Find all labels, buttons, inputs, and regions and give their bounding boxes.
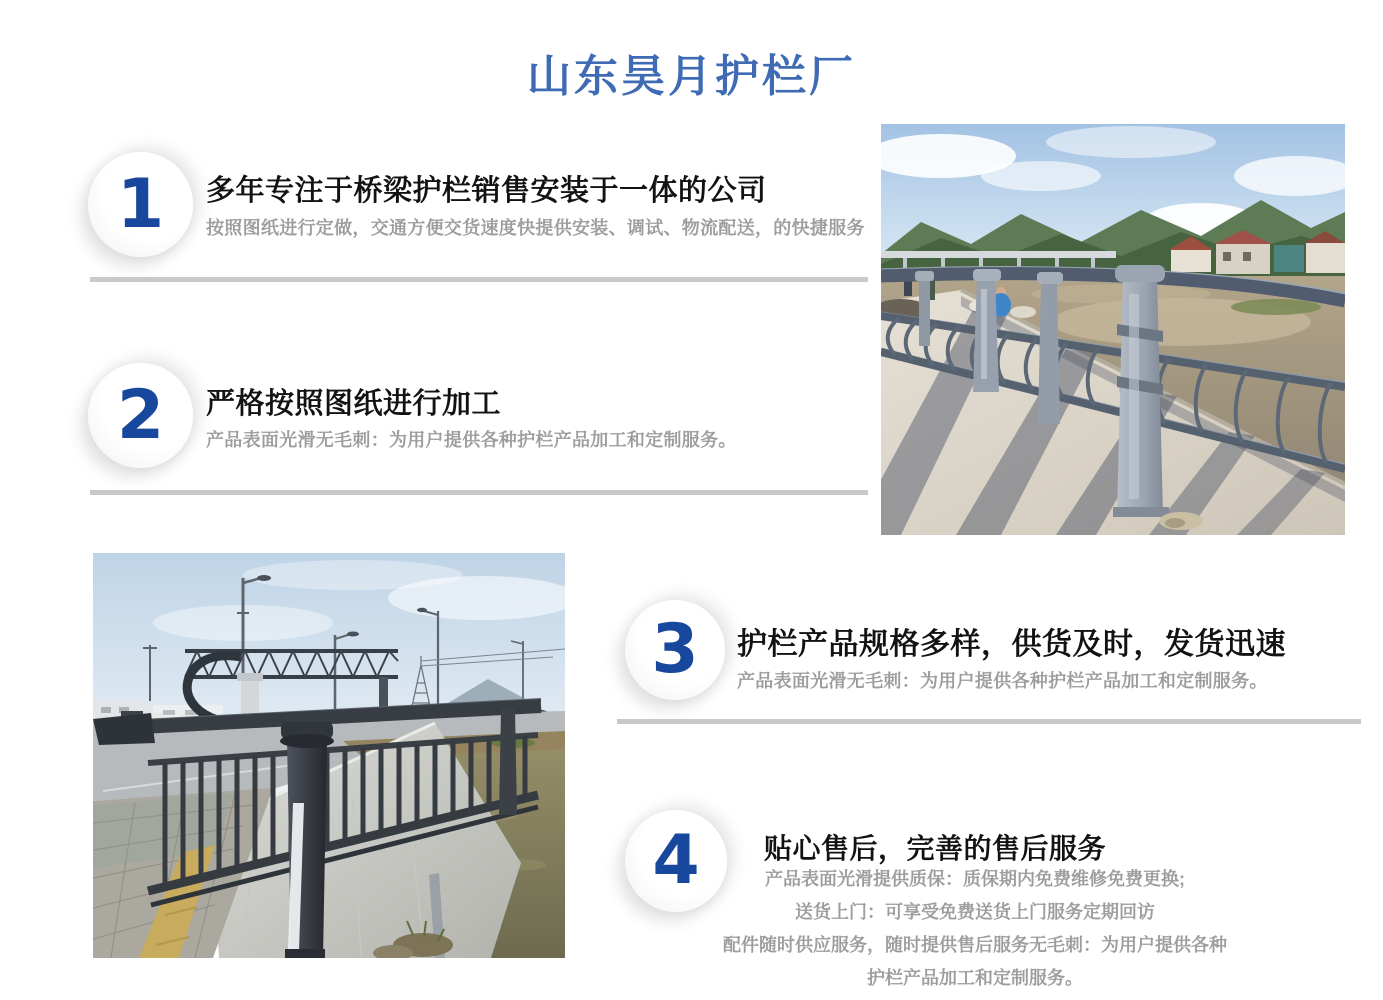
road-railing-canal-photo [93, 553, 565, 958]
section-2-heading: 严格按照图纸进行加工 [206, 388, 502, 420]
divider-2 [90, 490, 868, 495]
section-3-heading: 护栏产品规格多样，供货及时，发货迅速 [737, 628, 1286, 661]
section-4-description-line: 配件随时供应服务，随时提供售后服务无毛刺：为用户提供各种 [723, 935, 1227, 955]
section-3-number-badge [625, 600, 725, 700]
section-4-heading: 贴心售后，完善的售后服务 [763, 833, 1106, 864]
section-1-number-badge [88, 152, 193, 257]
section-2-number: 2 [116, 375, 165, 455]
section-4-description-line: 送货上门：可享受免费送货上门服务定期回访 [795, 902, 1155, 922]
road-railing-canal-photo-art [93, 553, 565, 958]
section-3-number: 3 [651, 610, 699, 689]
section-1-heading: 多年专注于桥梁护栏销售安装于一体的公司 [206, 175, 767, 207]
section-4-number: 4 [652, 821, 700, 900]
section-4-description-line: 产品表面光滑提供质保：质保期内免费维修免费更换; [765, 869, 1185, 889]
page-title: 山东昊月护栏厂 [527, 52, 856, 101]
divider-3 [617, 719, 1361, 724]
bridge-guardrail-river-photo [881, 124, 1345, 535]
divider-1 [90, 277, 868, 282]
section-4-description-line: 护栏产品加工和定制服务。 [867, 968, 1083, 988]
section-2-description: 产品表面光滑无毛刺：为用户提供各种护栏产品加工和定制服务。 [206, 430, 737, 450]
section-3-description: 产品表面光滑无毛刺：为用户提供各种护栏产品加工和定制服务。 [737, 671, 1268, 691]
section-2-number-badge [88, 363, 193, 468]
section-1-description: 按照图纸进行定做，交通方便交货速度快提供安装、调试、物流配送，的快捷服务 [206, 218, 865, 238]
bridge-guardrail-river-photo-art [881, 124, 1345, 535]
section-1-number: 1 [116, 164, 165, 244]
section-4-description-block [600, 863, 1350, 995]
